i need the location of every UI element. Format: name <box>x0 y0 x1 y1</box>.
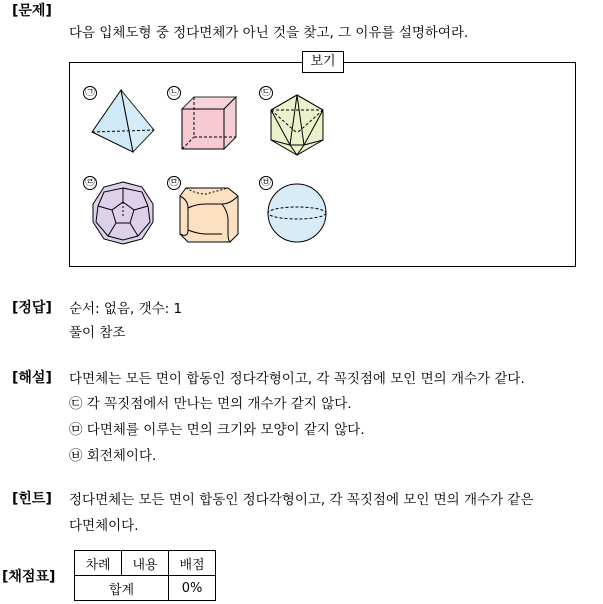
score-table <box>74 550 216 601</box>
truncated-cube-figure <box>176 182 242 246</box>
score-total-row <box>75 576 216 601</box>
score-header-order: 차례 <box>75 551 122 576</box>
score-header-row <box>75 551 216 576</box>
explanation-line-2: ㉢ 각 꼭짓점에서 만나는 면의 개수가 같지 않다. <box>69 396 352 412</box>
explanation-line-3: ㉤ 다면체를 이루는 면의 크기와 모양이 같지 않다. <box>69 422 365 438</box>
score-label: [채점표] <box>2 569 56 585</box>
explanation-line-4: ㉥ 회전체이다. <box>69 448 157 464</box>
tetrahedron-figure <box>88 88 158 158</box>
sphere-body <box>268 184 326 242</box>
sphere-figure <box>265 182 329 244</box>
examples-box-title: 보기 <box>302 51 344 73</box>
answer-line-1: 순서: 없음, 갯수: 1 <box>69 301 183 317</box>
hint-line-1: 정다면체는 모든 면이 합동인 정다각형이고, 각 꼭짓점에 모인 면의 개수가 같은 <box>69 492 534 508</box>
problem-question: 다음 입체도형 중 정다면체가 아닌 것을 찾고, 그 이유를 설명하여라. <box>69 25 469 41</box>
figure-marker-2: ㉡ <box>169 87 179 98</box>
score-total-value: 0% <box>169 576 216 601</box>
hint-line-2: 다면체이다. <box>69 518 139 534</box>
answer-line-2: 풀이 참조 <box>69 325 126 341</box>
explanation-label: [해설] <box>12 370 52 386</box>
explanation-line-1: 다면체는 모든 면이 합동인 정다각형이고, 각 꼭짓점에 모인 면의 개수가 같다. <box>69 371 525 387</box>
figure-marker-6: ㉥ <box>261 177 271 188</box>
cube-figure <box>178 93 242 153</box>
figure-marker-3: ㉢ <box>261 87 271 98</box>
problem-label: [문제] <box>12 3 52 19</box>
octahedron-figure <box>266 93 328 157</box>
answer-label: [정답] <box>12 300 52 316</box>
hint-label: [힌트] <box>12 491 52 507</box>
cube-front <box>182 109 224 149</box>
score-header-content: 내용 <box>122 551 169 576</box>
figure-marker-1: ㉠ <box>85 87 95 98</box>
dodecahedron-figure <box>90 180 156 246</box>
score-total-label: 합계 <box>75 576 169 601</box>
figure-marker-4: ㉣ <box>85 177 95 188</box>
score-header-points: 배점 <box>169 551 216 576</box>
figure-marker-5: ㉤ <box>169 177 179 188</box>
